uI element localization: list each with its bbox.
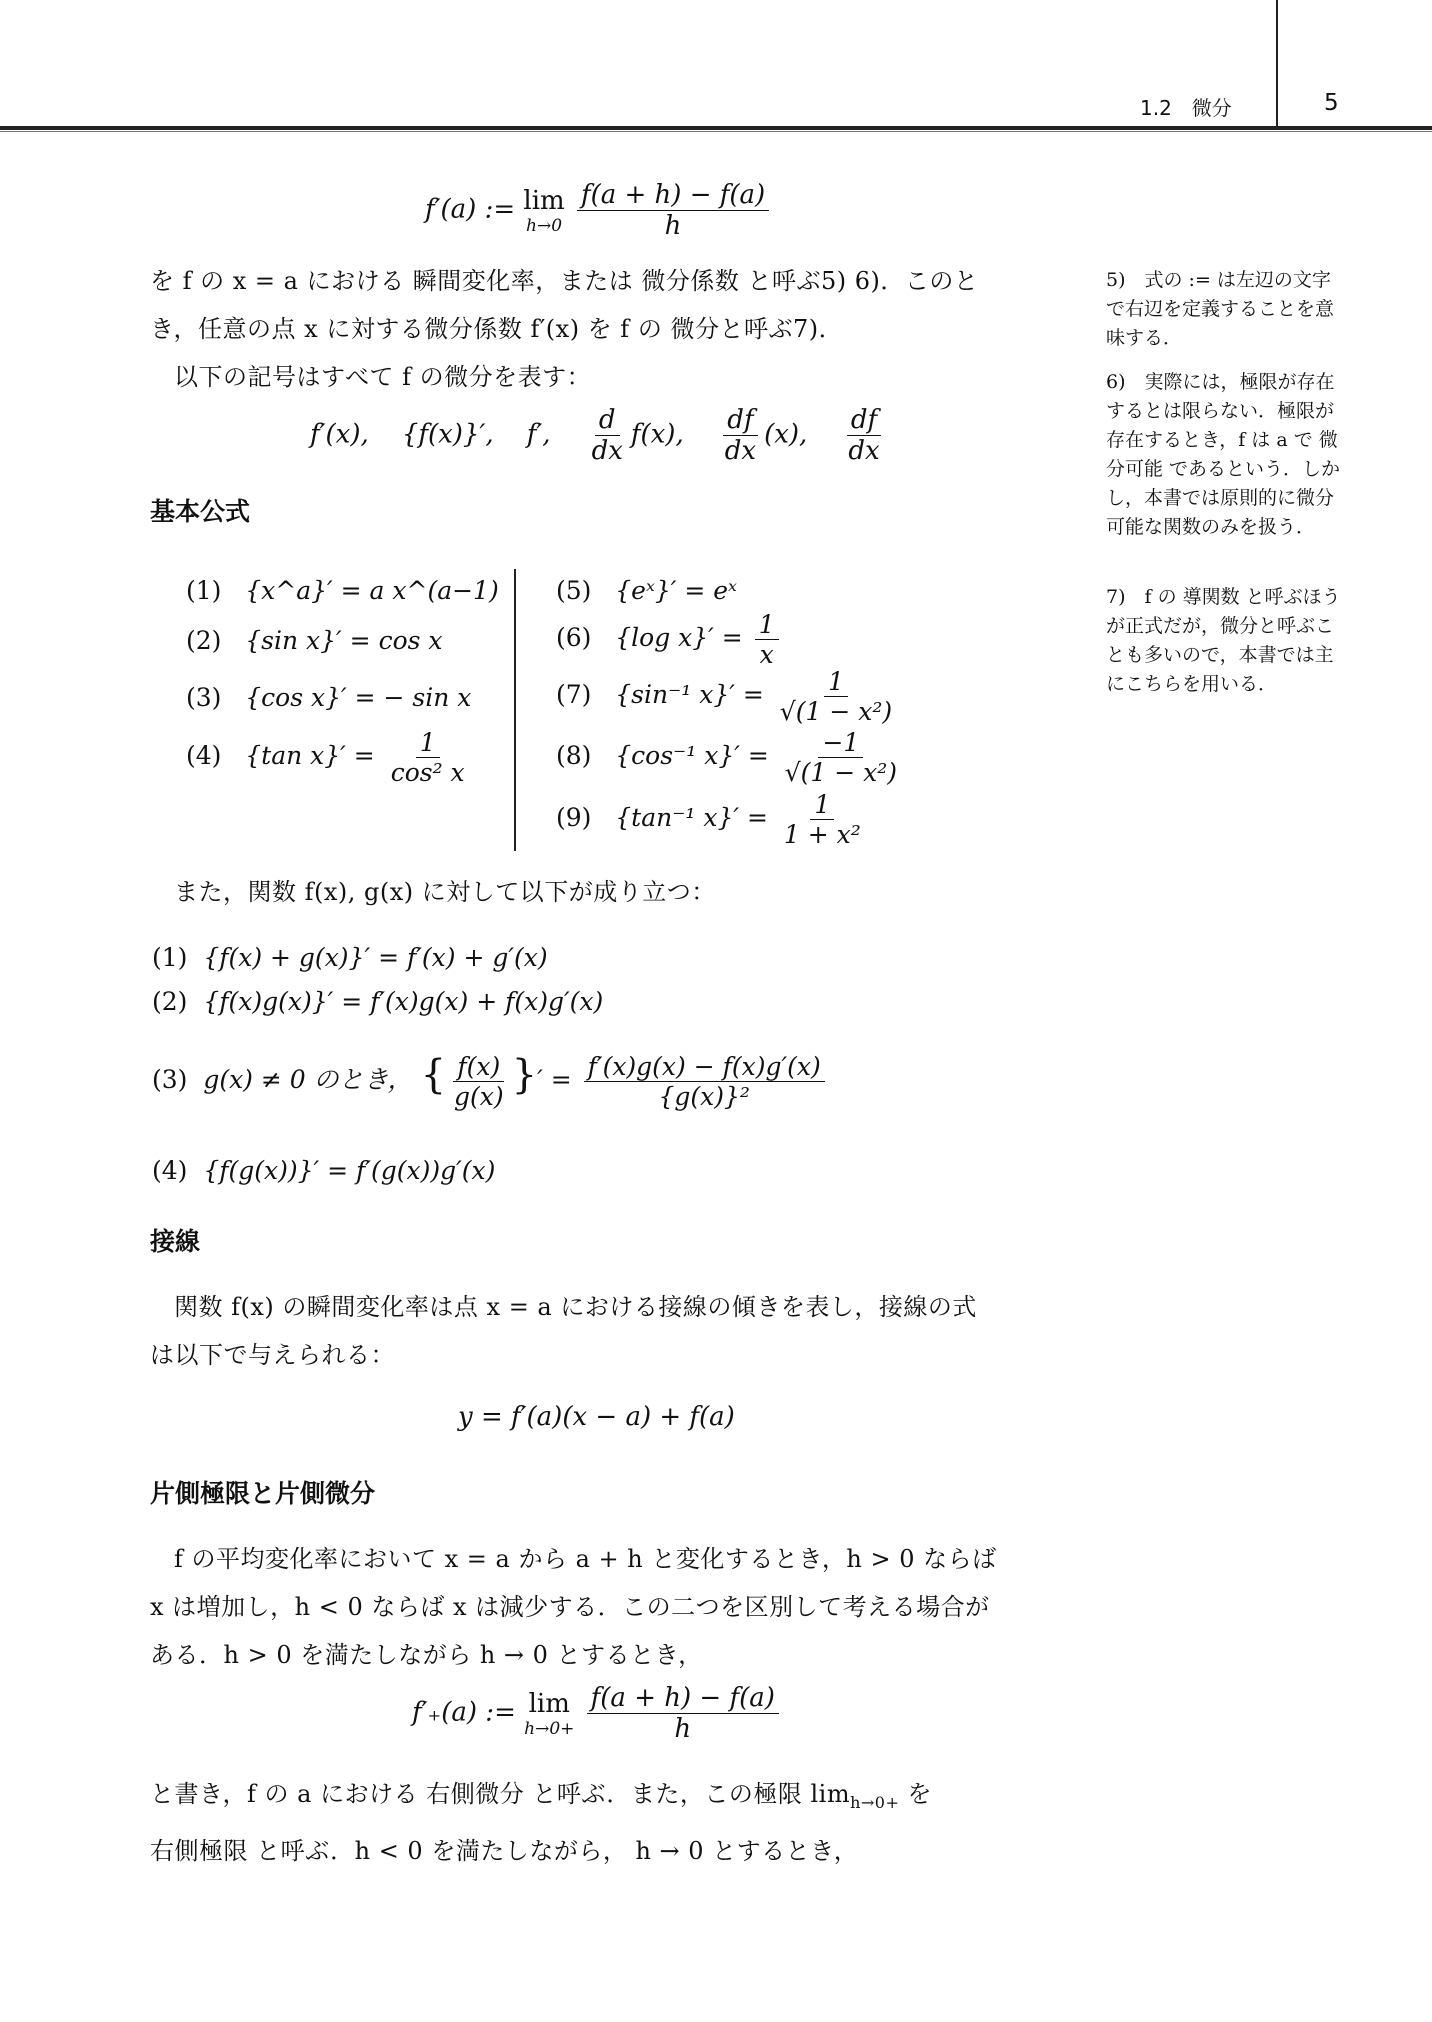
formula-number: (4) — [186, 741, 222, 770]
paragraph-one-sided — [150, 1535, 1060, 1679]
formula-lhs: {log x}′ = — [615, 623, 751, 652]
formula-9 — [556, 790, 869, 849]
right-brace: } — [511, 1052, 538, 1098]
paragraph-line: 右側極限 と呼ぶ．h < 0 を満たしながら， h → 0 とするとき， — [150, 1836, 859, 1865]
rule-expr: {f(x) + g(x)}′ = f′(x) + g′(x) — [203, 943, 548, 972]
limit-subscript: h→0+ — [850, 1792, 900, 1812]
lim-subscript: h→0+ — [524, 1718, 575, 1739]
frac-den: cos² x — [390, 758, 465, 787]
quotient-numerator: f(a + h) − f(a) — [577, 180, 769, 211]
derivative-notations — [310, 405, 888, 466]
frac-num: 1 — [755, 610, 779, 640]
left-brace: { — [420, 1052, 447, 1098]
formula-number: (7) — [556, 680, 592, 709]
frac-den: √(1 − x²) — [784, 758, 898, 787]
notation-item: f′, — [526, 419, 551, 450]
rule-expr: {f(x)g(x)}′ = f′(x)g(x) + f(x)g′(x) — [203, 987, 604, 1016]
formula-expr: {cos x}′ = − sin x — [245, 683, 472, 712]
page-number: 5 — [1324, 90, 1339, 116]
limit-operator — [524, 1689, 574, 1739]
formula-column-divider — [514, 569, 516, 851]
difference-quotient — [577, 180, 769, 241]
formula-5 — [556, 576, 737, 605]
formula-number: (8) — [556, 741, 592, 770]
lim-label: lim — [523, 185, 565, 216]
frac-num: df — [723, 405, 757, 436]
formula-expr: {sin x}′ = cos x — [245, 626, 443, 655]
derivative-definition — [425, 180, 773, 241]
formula-lhs: {sin⁻¹ x}′ = — [615, 680, 772, 709]
frac-den: g(x) — [454, 1082, 504, 1111]
rule-chain — [152, 1156, 495, 1185]
quotient-denominator: h — [674, 1714, 692, 1744]
frac-num: −1 — [818, 728, 863, 758]
frac-num: d — [595, 405, 620, 436]
footnote-7: 7) f の 導関数 と呼ぶほうが正式だが，微分と呼ぶことも多いので，本書では主にこちらを用いる． — [1106, 586, 1341, 695]
formula-lhs: {tan x}′ = — [245, 741, 383, 770]
paragraph-line: は以下で与えられる： — [150, 1341, 395, 1369]
frac-den: dx — [591, 436, 623, 466]
heading-basic-formulas: 基本公式 — [150, 497, 251, 526]
rule-number: (3) — [152, 1065, 188, 1094]
definition-lhs: f′(a) := — [425, 194, 524, 225]
rule-number: (2) — [152, 987, 188, 1016]
lim-subscript: h→0 — [526, 215, 563, 236]
running-header-section: 1.2 微分 — [1140, 96, 1232, 120]
frac-den: dx — [724, 436, 757, 466]
formula-3 — [186, 683, 471, 712]
notation-item: f(x), — [630, 419, 684, 450]
frac-den: dx — [848, 436, 880, 466]
quotient-result — [584, 1052, 825, 1111]
formula-7 — [556, 667, 900, 726]
notation-item — [721, 405, 760, 466]
limit-operator — [523, 186, 564, 236]
formula-lhs: {cos⁻¹ x}′ = — [615, 741, 777, 770]
formula-number: (5) — [556, 576, 592, 605]
heading-tangent: 接線 — [150, 1227, 201, 1256]
heading-one-sided: 片側極限と片側微分 — [150, 1479, 376, 1508]
frac-num: 1 — [416, 728, 440, 758]
formula-lhs: {tan⁻¹ x}′ = — [615, 803, 776, 832]
formula-expr: {x^a}′ = a x^(a−1) — [245, 576, 499, 605]
formula-expr: {eˣ}′ = eˣ — [615, 576, 737, 605]
frac-num: f′(x)g(x) − f(x)g′(x) — [584, 1052, 825, 1082]
notation-item: f′(x), — [310, 419, 369, 450]
rule-number: (4) — [152, 1156, 188, 1185]
formula-number: (9) — [556, 803, 592, 832]
lim-label: lim — [528, 1688, 570, 1719]
frac-den: {g(x)}² — [658, 1082, 750, 1111]
header-divider — [1276, 0, 1278, 127]
right-derivative-lhs: f′₊(a) := — [412, 1697, 525, 1728]
quotient-numerator: f(a + h) − f(a) — [587, 1683, 779, 1714]
formula-2 — [186, 626, 443, 655]
formula-4 — [186, 728, 473, 787]
inner-fraction — [450, 1052, 508, 1111]
rule-sum — [152, 943, 548, 972]
paragraph-line: を f の x = a における 瞬間変化率，または 微分係数 と呼ぶ5) 6)．このと — [150, 267, 979, 295]
frac-den: 1 + x² — [783, 820, 861, 849]
rule-condition: g(x) ≠ 0 のとき， — [203, 1065, 413, 1094]
formula-number: (1) — [186, 576, 222, 605]
frac-num: f(x) — [453, 1052, 504, 1082]
formula-number: (6) — [556, 623, 592, 652]
notation-item — [844, 405, 883, 466]
formula-8 — [556, 728, 905, 787]
paragraph-tangent — [150, 1283, 1060, 1379]
header-rule — [0, 126, 1432, 130]
paragraph-right-derivative — [150, 1770, 1060, 1875]
footnote-5: 5) 式の := は左辺の文字で右辺を定義することを意味する． — [1106, 269, 1335, 349]
quotient-denominator: h — [664, 211, 682, 241]
paragraph-text: を — [899, 1780, 933, 1808]
tangent-equation: y = f′(a)(x − a) + f(a) — [458, 1402, 735, 1432]
formula-1 — [186, 576, 499, 605]
paragraph-derivative-intro — [150, 257, 1060, 401]
header-rule-thin — [0, 131, 1432, 132]
formula-fraction — [780, 790, 865, 849]
paragraph-line: 関数 f(x) の瞬間変化率は点 x = a における接線の傾きを表し，接線の式 — [174, 1293, 977, 1321]
formula-6 — [556, 610, 783, 669]
notation-item: {f(x)}′, — [401, 419, 494, 450]
footnote-6: 6) 実際には，極限が存在するとは限らない．極限が存在するとき，f は a で 微分可能 であるという．しかし，本書では原則的に微分可能な関数のみを扱う． — [1106, 371, 1341, 538]
formula-fraction — [776, 667, 896, 726]
rule-product — [152, 987, 603, 1016]
formula-number: (3) — [186, 683, 222, 712]
right-derivative-definition — [412, 1683, 783, 1744]
formula-fraction — [755, 610, 779, 669]
paragraph-line: き，任意の点 x に対する微分係数 f′(x) を f の 微分と呼ぶ7)． — [150, 315, 844, 343]
paragraph-rules-intro: また，関数 f(x), g(x) に対して以下が成り立つ： — [174, 878, 716, 906]
paragraph-line: ある．h > 0 を満たしながら h → 0 とするとき， — [150, 1641, 703, 1669]
frac-num: df — [847, 405, 881, 436]
rule-quotient: (3) g(x) ≠ 0 のとき， { $\frac{f(x)}{g(x)}$ }′ = $\frac{f'(x)g(x) - f(x)g'(x)}{\text{\{g(x)\}²}}$ — [152, 1052, 829, 1111]
notation-item — [588, 405, 627, 466]
frac-num: 1 — [824, 667, 848, 697]
paragraph-line — [150, 1770, 1060, 1827]
rule-expr: {f(g(x))}′ = f′(g(x))g′(x) — [203, 1156, 496, 1185]
notation-item: (x), — [764, 419, 808, 450]
paragraph-line: x は増加し，h < 0 ならば x は減少する．この二つを区別して考える場合が — [150, 1593, 990, 1621]
paragraph-line: f の平均変化率において x = a から a + h と変化するとき，h > 0 ならば — [174, 1545, 997, 1573]
formula-number: (2) — [186, 626, 222, 655]
formula-fraction — [387, 728, 469, 787]
frac-num: 1 — [810, 790, 834, 820]
paragraph-notation-intro: 以下の記号はすべて f の微分を表す： — [174, 363, 592, 391]
formula-fraction — [781, 728, 901, 787]
frac-den: √(1 − x²) — [779, 697, 893, 726]
rule-number: (1) — [152, 943, 188, 972]
difference-quotient — [587, 1683, 779, 1744]
paragraph-text: と書き，f の a における 右側微分 と呼ぶ．また，この極限 lim — [150, 1780, 851, 1808]
frac-den: x — [759, 640, 774, 669]
